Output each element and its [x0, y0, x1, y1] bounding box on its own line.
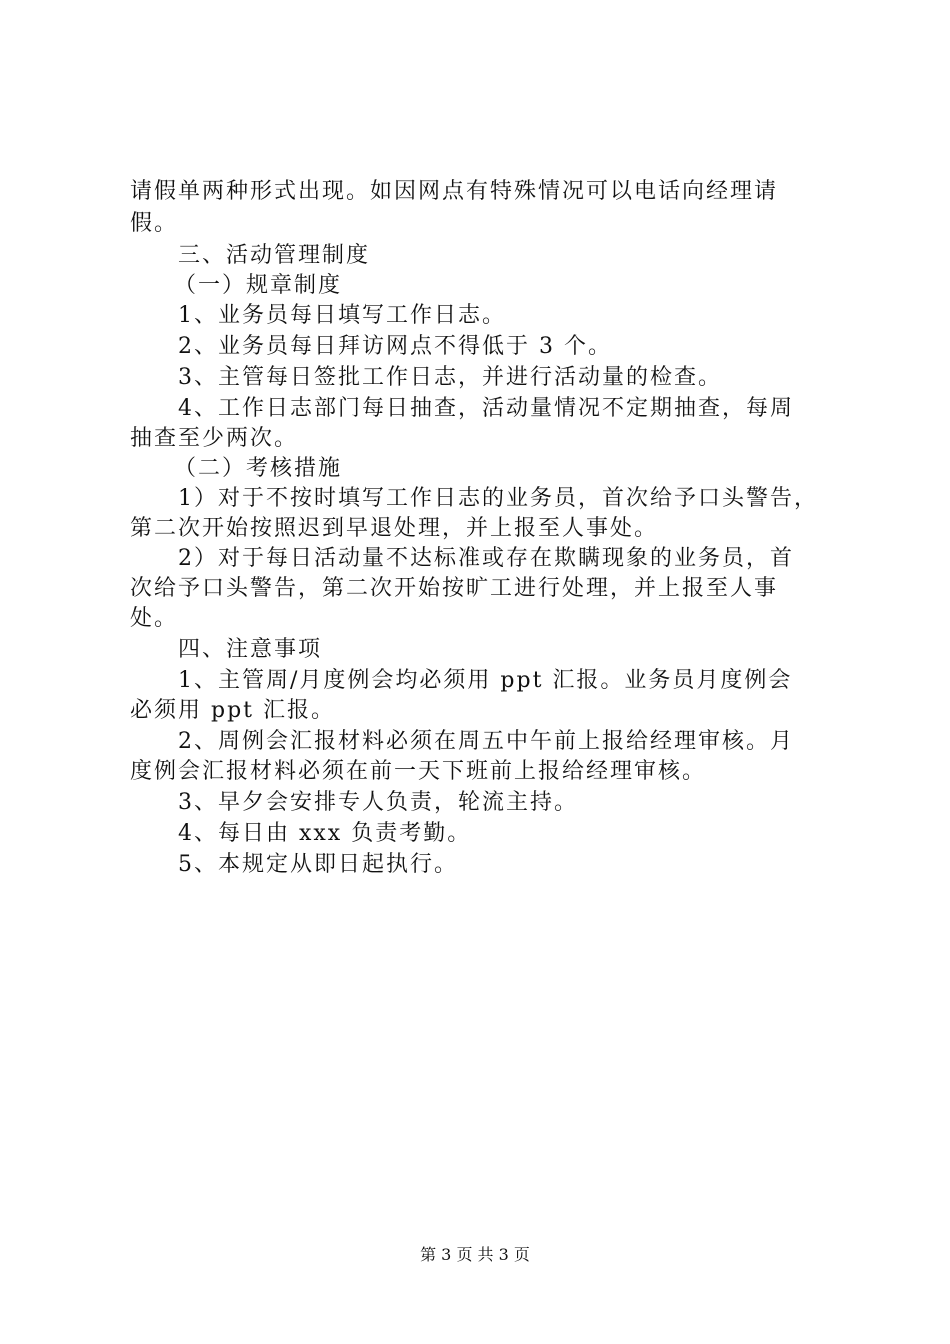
paragraph-line: 请假单两种形式出现。如因网点有特殊情况可以电话向经理请 [130, 179, 779, 204]
list-item: 3、早夕会安排专人负责，轮流主持。 [178, 790, 578, 815]
list-item: 2）对于每日活动量不达标准或存在欺瞒现象的业务员，首 [178, 546, 794, 571]
list-item: 3、主管每日签批工作日志，并进行活动量的检查。 [178, 365, 722, 390]
list-item: 1、业务员每日填写工作日志。 [178, 303, 506, 328]
subsection-heading: （一）规章制度 [174, 273, 343, 298]
paragraph-line: 次给予口头警告，第二次开始按旷工进行处理，并上报至人事 [130, 576, 779, 601]
list-item: 4、工作日志部门每日抽查，活动量情况不定期抽查，每周 [178, 396, 794, 421]
paragraph-line: 抽查至少两次。 [130, 426, 299, 451]
paragraph-line: 必须用 ppt 汇报。 [130, 698, 335, 723]
subsection-heading: （二）考核措施 [174, 456, 343, 481]
paragraph-line: 处。 [130, 606, 179, 631]
page-footer: 第 3 页 共 3 页 [420, 1245, 530, 1264]
paragraph-line: 第二次开始按照迟到早退处理，并上报至人事处。 [130, 516, 659, 541]
list-item: 1、主管周/月度例会均必须用 ppt 汇报。业务员月度例会 [178, 668, 793, 693]
list-item: 2、周例会汇报材料必须在周五中午前上报给经理审核。月 [178, 729, 794, 754]
list-item: 2、业务员每日拜访网点不得低于 3 个。 [178, 334, 612, 359]
section-heading: 四、注意事项 [178, 637, 323, 662]
list-item: 4、每日由 xxx 负责考勤。 [178, 821, 472, 846]
paragraph-line: 假。 [130, 211, 179, 236]
section-heading: 三、活动管理制度 [178, 243, 371, 268]
paragraph-line: 度例会汇报材料必须在前一天下班前上报给经理审核。 [130, 759, 707, 784]
list-item: 5、本规定从即日起执行。 [178, 852, 458, 877]
list-item: 1）对于不按时填写工作日志的业务员，首次给予口头警告， [178, 486, 818, 511]
